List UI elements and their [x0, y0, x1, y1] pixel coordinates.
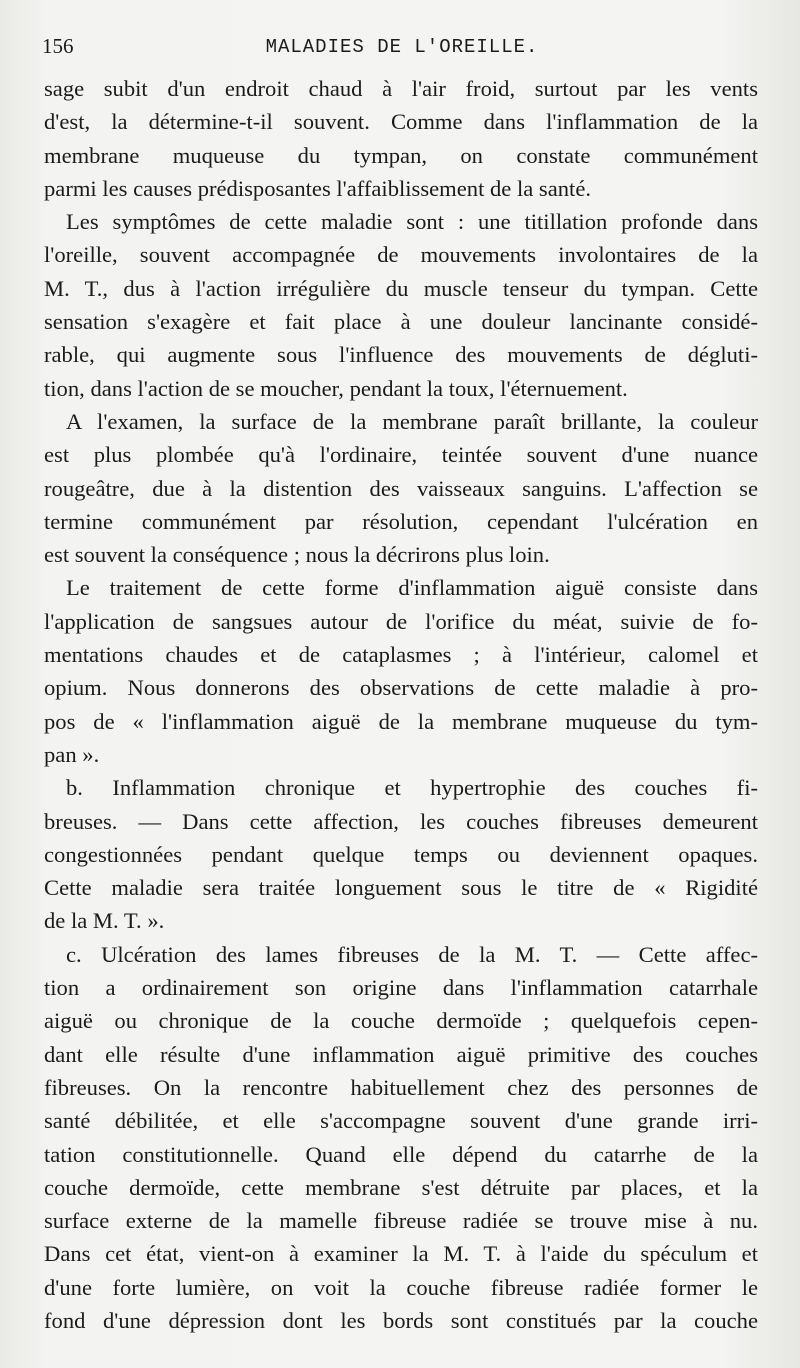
page-number: 156	[42, 34, 74, 58]
text-line: b. Inflammation chronique et hypertrophie des couches fi-	[66, 775, 758, 801]
text-line: santé débilitée, et elle s'accompagne souvent d'une grande irri-	[44, 1108, 758, 1134]
text-line: rougeâtre, due à la distention des vaisseaux sanguins. L'affection se	[44, 475, 758, 501]
text-line: c. Ulcération des lames fibreuses de la M. T. — Cette affec-	[66, 941, 758, 967]
text-line: membrane muqueuse du tympan, on constate communément	[44, 142, 758, 168]
text-line: A l'examen, la surface de la membrane paraît brillante, la couleur	[66, 408, 758, 434]
text-line: Les symptômes de cette maladie sont : une titillation profonde dans	[66, 209, 758, 235]
text-line: couche dermoïde, cette membrane s'est détruite par places, et la	[44, 1174, 758, 1200]
text-line: pan ».	[44, 741, 100, 767]
text-line: de la M. T. ».	[44, 908, 165, 934]
text-line: M. T., dus à l'action irrégulière du muscle tenseur du tympan. Cette	[44, 275, 758, 301]
text-line: tion a ordinairement son origine dans l'inflammation catarrhale	[44, 975, 758, 1001]
text-line: parmi les causes prédisposantes l'affaiblissement de la santé.	[44, 175, 591, 201]
text-line: termine communément par résolution, cependant l'ulcération en	[44, 508, 758, 534]
paragraph	[44, 405, 758, 571]
text-line: fibreuses. On la rencontre habituellement chez des personnes de	[44, 1074, 758, 1100]
text-line: sensation s'exagère et fait place à une douleur lancinante considé-	[44, 309, 758, 335]
text-line: est plus plombée qu'à l'ordinaire, teintée souvent d'une nuance	[44, 442, 758, 468]
text-line: Dans cet état, vient-on à examiner la M. T. à l'aide du spéculum et	[44, 1241, 758, 1267]
text-line: mentations chaudes et de cataplasmes ; à l'intérieur, calomel et	[44, 642, 758, 668]
text-line: l'application de sangsues autour de l'orifice du méat, suivie de fo-	[44, 608, 758, 634]
text-line: l'oreille, souvent accompagnée de mouvements involontaires de la	[44, 242, 758, 268]
text-line: Le traitement de cette forme d'inflammation aiguë consiste dans	[66, 575, 758, 601]
text-line: tion, dans l'action de se moucher, pendant la toux, l'éternuement.	[44, 375, 628, 401]
text-line: surface externe de la mamelle fibreuse radiée se trouve mise à nu.	[44, 1208, 758, 1234]
text-line: rable, qui augmente sous l'influence des mouvements de dégluti-	[44, 342, 758, 368]
text-line: tation constitutionnelle. Quand elle dépend du catarrhe de la	[44, 1141, 758, 1167]
paragraph	[44, 771, 758, 937]
running-head: MALADIES DE L'OREILLE.	[265, 36, 539, 58]
text-line: congestionnées pendant quelque temps ou deviennent opaques.	[44, 841, 758, 867]
text-line: opium. Nous donnerons des observations de cette maladie à pro-	[44, 675, 758, 701]
text-line: d'une forte lumière, on voit la couche fibreuse radiée former le	[44, 1274, 758, 1300]
paragraph	[44, 571, 758, 771]
text-line: sage subit d'un endroit chaud à l'air froid, surtout par les vents	[44, 76, 758, 101]
paragraph	[44, 205, 758, 405]
text-line: breuses. — Dans cette affection, les couches fibreuses demeurent	[44, 808, 758, 834]
text-line: d'est, la détermine-t-il souvent. Comme dans l'inflammation de la	[44, 109, 758, 135]
text-line: est souvent la conséquence ; nous la décrirons plus loin.	[44, 542, 550, 568]
text-line: dant elle résulte d'une inflammation aiguë primitive des couches	[44, 1041, 758, 1067]
page-header	[42, 34, 762, 64]
text-line: Cette maladie sera traitée longuement sous le titre de « Rigidité	[44, 875, 758, 901]
text-line: aiguë ou chronique de la couche dermoïde ; quelquefois cepen-	[44, 1008, 758, 1034]
paragraph	[44, 72, 758, 205]
text-line: fond d'une dépression dont les bords sont constitués par la couche	[44, 1307, 758, 1333]
text-line: pos de « l'inflammation aiguë de la membrane muqueuse du tym-	[44, 708, 758, 734]
body-text	[44, 72, 758, 1337]
paragraph	[44, 938, 758, 1338]
